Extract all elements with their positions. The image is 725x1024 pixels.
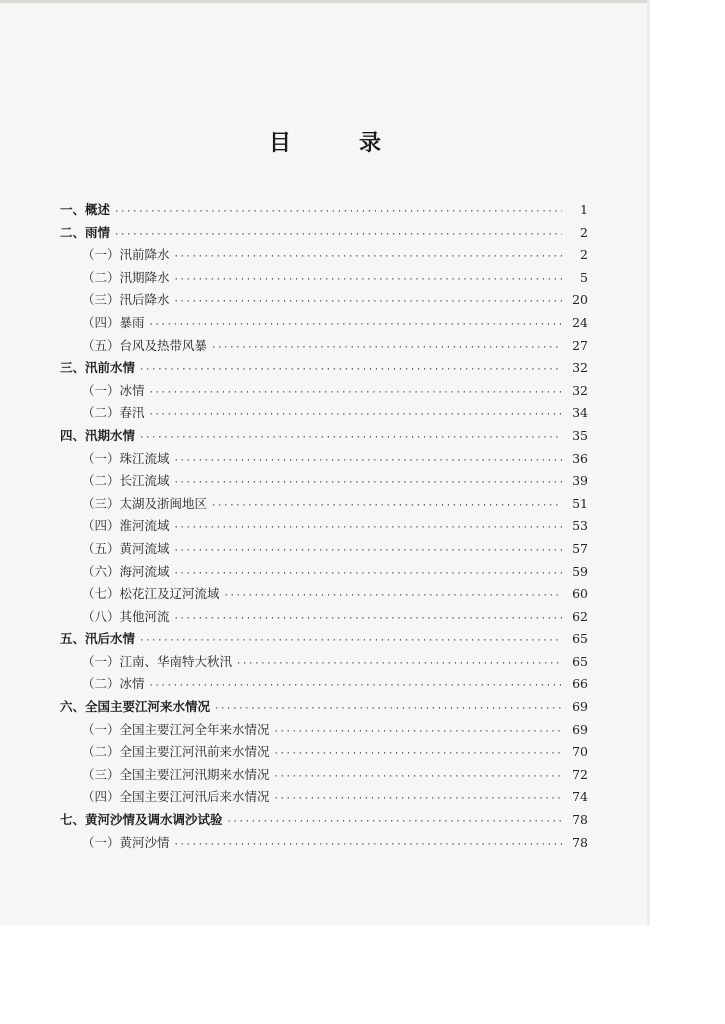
toc-chapter-entry — [60, 697, 588, 720]
toc-chapter-entry — [60, 426, 588, 449]
toc-dot-leader — [149, 681, 562, 691]
toc-dot-leader — [236, 659, 562, 669]
toc-dot-leader — [114, 230, 562, 240]
toc-page-number: 39 — [572, 473, 588, 489]
toc-chapter-entry — [60, 200, 588, 223]
toc-dot-leader — [274, 772, 562, 782]
toc-entry-label: （一）江南、华南特大秋汛 — [82, 653, 233, 669]
toc-page-number: 57 — [572, 540, 588, 556]
toc-section-entry — [60, 720, 588, 743]
toc-page-number: 32 — [572, 382, 588, 398]
toc-page-number: 69 — [572, 721, 588, 737]
toc-entry-label: 三、汛前水情 — [60, 360, 136, 376]
toc-page-number: 69 — [572, 699, 588, 715]
toc-dot-leader — [174, 614, 562, 624]
toc-entry-label: （四）暴雨 — [82, 314, 145, 330]
toc-dot-leader — [174, 252, 562, 262]
toc-page-number: 34 — [572, 405, 588, 421]
toc-dot-leader — [274, 794, 562, 804]
toc-dot-leader — [149, 388, 562, 398]
toc-page-number: 2 — [580, 247, 588, 263]
toc-dot-leader — [174, 297, 562, 307]
toc-page-number: 74 — [572, 789, 588, 805]
toc-dot-leader — [174, 456, 562, 466]
toc-page-number: 24 — [572, 314, 588, 330]
toc-section-entry — [60, 539, 588, 562]
toc-section-entry — [60, 403, 588, 426]
toc-dot-leader — [174, 523, 562, 533]
toc-entry-label: （四）淮河流域 — [82, 518, 170, 534]
toc-page-number: 53 — [572, 518, 588, 534]
toc-section-entry — [60, 381, 588, 404]
toc-section-entry — [60, 742, 588, 765]
toc-section-entry — [60, 313, 588, 336]
toc-dot-leader — [149, 320, 562, 330]
toc-section-entry — [60, 833, 588, 856]
toc-chapter-entry — [60, 810, 588, 833]
toc-section-entry — [60, 562, 588, 585]
toc-dot-leader — [227, 817, 562, 827]
toc-section-entry — [60, 245, 588, 268]
toc-section-entry — [60, 674, 588, 697]
toc-page-number: 2 — [580, 224, 588, 240]
toc-section-entry — [60, 449, 588, 472]
toc-page-number: 72 — [572, 766, 588, 782]
toc-dot-leader — [211, 501, 562, 511]
toc-entry-label: （二）春汛 — [82, 405, 145, 421]
toc-entry-label: 七、黄河沙情及调水调沙试验 — [60, 812, 223, 828]
toc-entry-label: （二）长江流域 — [82, 473, 170, 489]
toc-dot-leader — [149, 410, 562, 420]
toc-entry-label: （三）汛后降水 — [82, 292, 170, 308]
toc-entry-label: （三）太湖及浙闽地区 — [82, 495, 208, 511]
toc-page-number: 27 — [572, 337, 588, 353]
page-title — [0, 126, 650, 157]
toc-entry-label: （一）黄河沙情 — [82, 834, 170, 850]
toc-entry-label: （二）全国主要江河汛前来水情况 — [82, 744, 270, 760]
toc-dot-leader — [174, 840, 562, 850]
toc-dot-leader — [139, 433, 562, 443]
toc-page-number: 32 — [572, 360, 588, 376]
toc-section-entry — [60, 494, 588, 517]
toc-entry-label: （一）全国主要江河全年来水情况 — [82, 721, 270, 737]
toc-entry-label: 五、汛后水情 — [60, 631, 136, 647]
toc-entry-label: 二、雨情 — [60, 224, 111, 240]
toc-page-number: 59 — [572, 563, 588, 579]
toc-section-entry — [60, 336, 588, 359]
toc-entry-label: 一、概述 — [60, 202, 111, 217]
toc-chapter-entry — [60, 629, 588, 652]
toc-page-number: 65 — [572, 631, 588, 647]
toc-dot-leader — [174, 478, 562, 488]
toc-page-number: 70 — [572, 744, 588, 760]
toc-entry-label: （二）冰情 — [82, 676, 145, 692]
toc-page-number: 35 — [572, 427, 588, 443]
toc-page-number: 62 — [572, 608, 588, 624]
toc-page-number: 78 — [572, 834, 588, 850]
toc-section-entry — [60, 765, 588, 788]
toc-page-number: 65 — [572, 653, 588, 669]
toc-chapter-entry — [60, 223, 588, 246]
toc-dot-leader — [139, 365, 562, 375]
toc-dot-leader — [274, 727, 562, 737]
toc-entry-label: （一）珠江流域 — [82, 450, 170, 466]
toc-section-entry — [60, 787, 588, 810]
toc-entry-label: （七）松花江及辽河流域 — [82, 586, 220, 602]
toc-entry-label: 六、全国主要江河来水情况 — [60, 699, 211, 715]
toc-section-entry — [60, 516, 588, 539]
toc-section-entry — [60, 584, 588, 607]
toc-entry-label: （五）台风及热带风暴 — [82, 337, 208, 353]
toc-section-entry — [60, 268, 588, 291]
toc-entry-label: （五）黄河流域 — [82, 540, 170, 556]
toc-entry-label: 四、汛期水情 — [60, 427, 136, 443]
toc-entry-label: （三）全国主要江河汛期来水情况 — [82, 766, 270, 782]
toc-entry-label: （六）海河流域 — [82, 563, 170, 579]
scan-top-edge — [0, 0, 650, 3]
toc-dot-leader — [114, 207, 562, 217]
toc-entry-label: （四）全国主要江河汛后来水情况 — [82, 789, 270, 805]
title-char-2: 录 — [359, 131, 382, 156]
toc-page-number: 51 — [572, 495, 588, 511]
toc-chapter-entry — [60, 358, 588, 381]
toc-dot-leader — [224, 591, 562, 601]
toc-dot-leader — [174, 569, 562, 579]
toc-page-number: 20 — [572, 292, 588, 308]
toc-section-entry — [60, 652, 588, 675]
toc-page-number: 1 — [580, 202, 588, 217]
table-of-contents — [60, 200, 588, 855]
toc-dot-leader — [174, 275, 562, 285]
toc-section-entry — [60, 471, 588, 494]
toc-dot-leader — [274, 749, 562, 759]
toc-dot-leader — [139, 636, 562, 646]
toc-page-number: 60 — [572, 586, 588, 602]
toc-dot-leader — [174, 546, 562, 556]
toc-section-entry — [60, 290, 588, 313]
toc-dot-leader — [214, 704, 562, 714]
toc-entry-label: （一）冰情 — [82, 382, 145, 398]
toc-dot-leader — [211, 343, 562, 353]
toc-entry-label: （八）其他河流 — [82, 608, 170, 624]
toc-section-entry — [60, 607, 588, 630]
title-char-1: 目 — [268, 131, 291, 156]
toc-page-number: 66 — [572, 676, 588, 692]
toc-entry-label: （二）汛期降水 — [82, 269, 170, 285]
toc-page-number: 5 — [580, 269, 588, 285]
toc-page-number: 36 — [572, 450, 588, 466]
toc-page-number: 78 — [572, 812, 588, 828]
toc-entry-label: （一）汛前降水 — [82, 247, 170, 263]
